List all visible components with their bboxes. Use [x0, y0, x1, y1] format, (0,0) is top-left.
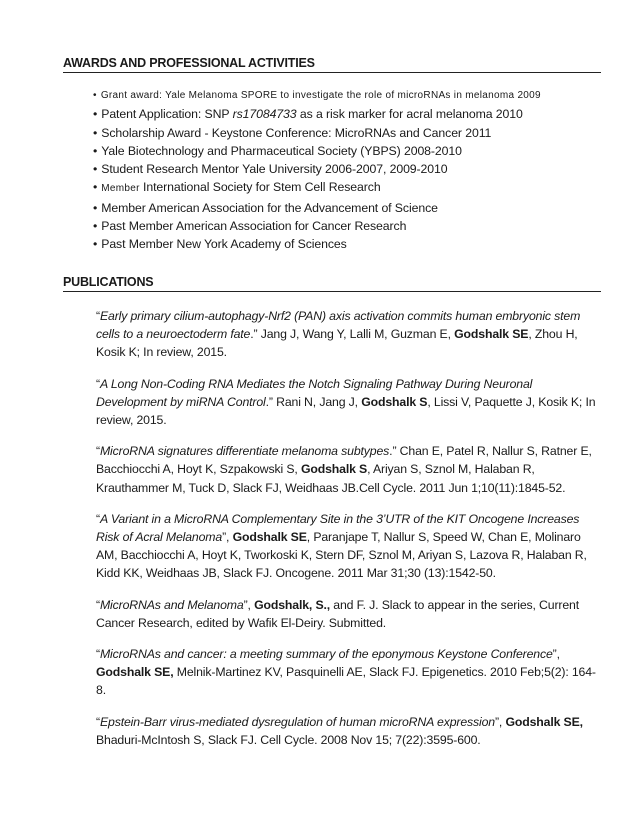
publications-list	[63, 307, 601, 749]
list-item: • Member American Association for the Advancement of Science	[93, 200, 438, 215]
list-item: • Member International Society for Stem Cell Research	[93, 180, 381, 195]
list-item: • Grant award: Yale Melanoma SPORE to investigate the role of microRNAs in melanoma 2009	[93, 90, 541, 101]
publication-entry: “Epstein-Barr virus-mediated dysregulation of human microRNA expression”, Godshalk SE, Bhaduri-McIntosh S, Slack FJ. Cell Cycle. 2008 Nov 15; 7(22):3595-600.	[96, 714, 583, 747]
publication-entry: “MicroRNA signatures differentiate melanoma subtypes.” Chan E, Patel R, Nallur S, Ratner E, Bacchiocchi A, Hoyt K, Szpakowski S, Godshalk S, Ariyan S, Sznol M, Halaban R, Krauthammer M, Tuck D, Slack FJ, Weidhaas JB.Cell Cycle. 2011 Jun 1;10(11):1845-52.	[96, 444, 592, 495]
awards-list	[63, 87, 601, 254]
publication-entry: “MicroRNAs and cancer: a meeting summary of the eponymous Keystone Conference”, Godshalk SE, Melnik-Martinez KV, Pasquinelli AE, Slack FJ. Epigenetics. 2010 Feb;5(2): 164-8.	[96, 647, 596, 698]
publication-entry: “A Variant in a MicroRNA Complementary Site in the 3’UTR of the KIT Oncogene Increases Risk of Acral Melanoma”, Godshalk SE, Paranjape T, Nallur S, Speed W, Chan E, Molinaro AM, Bacchiocchi A, Hoyt K, Tworkoski K, Stern DF, Sznol M, Ariyan S, Lazova R, Halaban R, Kidd KK, Weidhaas JB, Slack FJ. Oncogene. 2011 Mar 31;30 (13):1542-50.	[96, 511, 587, 581]
list-item: • Past Member New York Academy of Sciences	[93, 237, 347, 252]
list-item: • Scholarship Award - Keystone Conference: MicroRNAs and Cancer 2011	[93, 125, 492, 140]
publications-section	[63, 275, 601, 762]
publication-entry: “A Long Non-Coding RNA Mediates the Notch Signaling Pathway During Neuronal Development by miRNA Control.” Rani N, Jang J, Godshalk S, Lissi V, Paquette J, Kosik K; In review, 2015.	[96, 376, 596, 428]
publications-heading: PUBLICATIONS	[63, 275, 601, 292]
publication-entry: “MicroRNAs and Melanoma”, Godshalk, S., and F. J. Slack to appear in the series, Current Cancer Research, edited by Wafik El-Deiry. Submitted.	[96, 597, 579, 630]
awards-heading: AWARDS AND PROFESSIONAL ACTIVITIES	[63, 56, 601, 73]
list-item: • Past Member American Association for Cancer Research	[93, 219, 407, 234]
awards-section	[63, 56, 601, 254]
list-item: • Patent Application: SNP rs17084733 as a risk marker for acral melanoma 2010	[93, 107, 523, 122]
list-item: • Student Research Mentor Yale University 2006-2007, 2009-2010	[93, 162, 448, 177]
publication-entry: “Early primary cilium-autophagy-Nrf2 (PAN) axis activation commits human embryonic stem cells to a neuroectoderm fate.” Jang J, Wang Y, Lalli M, Guzman E, Godshalk SE, Zhou H, Kosik K; In review, 2015.	[96, 309, 581, 360]
list-item: • Yale Biotechnology and Pharmaceutical Society (YBPS) 2008-2010	[93, 143, 462, 158]
